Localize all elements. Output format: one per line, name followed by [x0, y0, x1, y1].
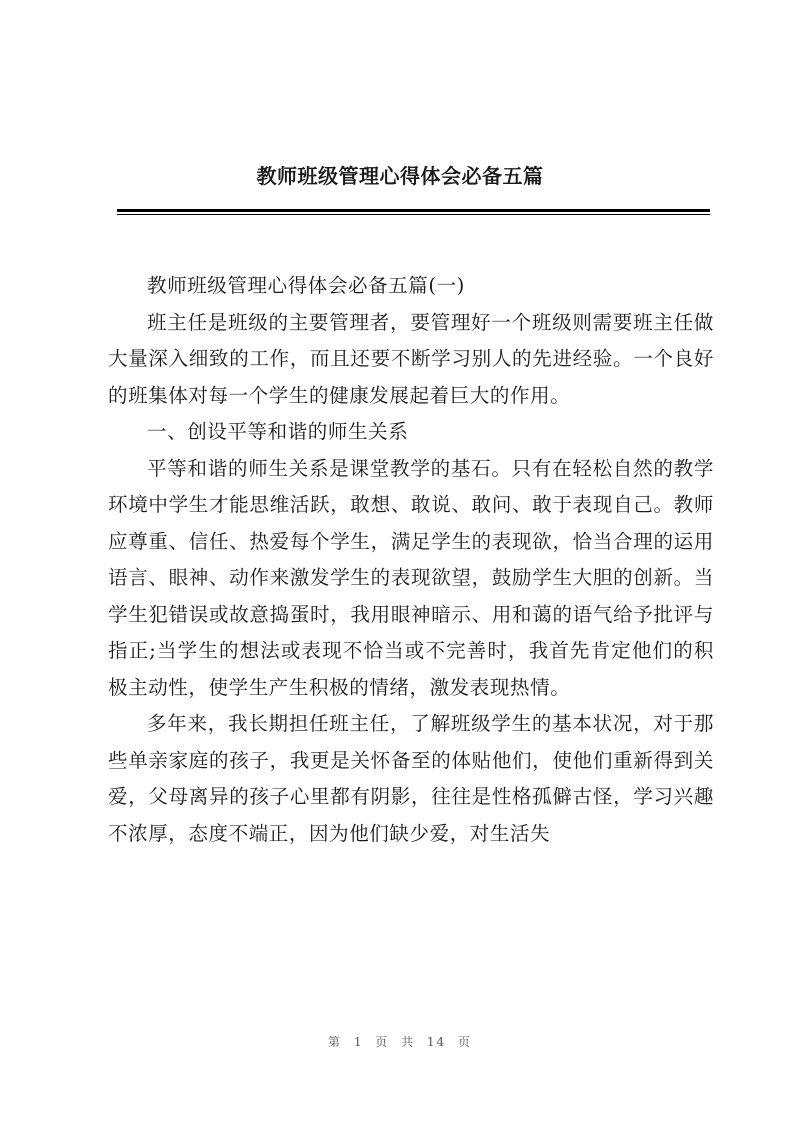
document-title: 教师班级管理心得体会必备五篇: [256, 164, 544, 188]
body-paragraph: 平等和谐的师生关系是课堂教学的基石。只有在轻松自然的教学环境中学生才能思维活跃，敢想、敢说、敢问、敢于表现自己。教师应尊重、信任、热爱每个学生，满足学生的表现欲，恰当合理的运用语言、眼神、动作来激发学生的表现欲望，鼓励学生大胆的创新。当学生犯错误或故意捣蛋时，我用眼神暗示、用和蔼的语气给予批评与指正;当学生的想法或表现不恰当或不完善时，我首先肯定他们的积极主动性，使学生产生积极的情绪，激发表现热情。: [108, 456, 714, 699]
subsection-heading: 一、创设平等和谐的师生关系: [147, 420, 409, 443]
document-body: [108, 268, 714, 852]
section-heading-1: 教师班级管理心得体会必备五篇(一): [147, 274, 465, 297]
page-number-footer: 第 1 页 共 14 页: [328, 1035, 472, 1049]
title-divider: [117, 209, 710, 212]
body-paragraph: 班主任是班级的主要管理者，要管理好一个班级则需要班主任做大量深入细致的工作，而且还要不断学习别人的先进经验。一个良好的班集体对每一个学生的健康发展起着巨大的作用。: [108, 310, 714, 407]
body-paragraph: 多年来，我长期担任班主任，了解班级学生的基本状况，对于那些单亲家庭的孩子，我更是关怀备至的体贴他们，使他们重新得到关爱，父母离异的孩子心里都有阴影，往往是性格孤僻古怪，学习兴趣不浓厚，态度不端正，因为他们缺少爱，对生活失: [108, 712, 714, 845]
